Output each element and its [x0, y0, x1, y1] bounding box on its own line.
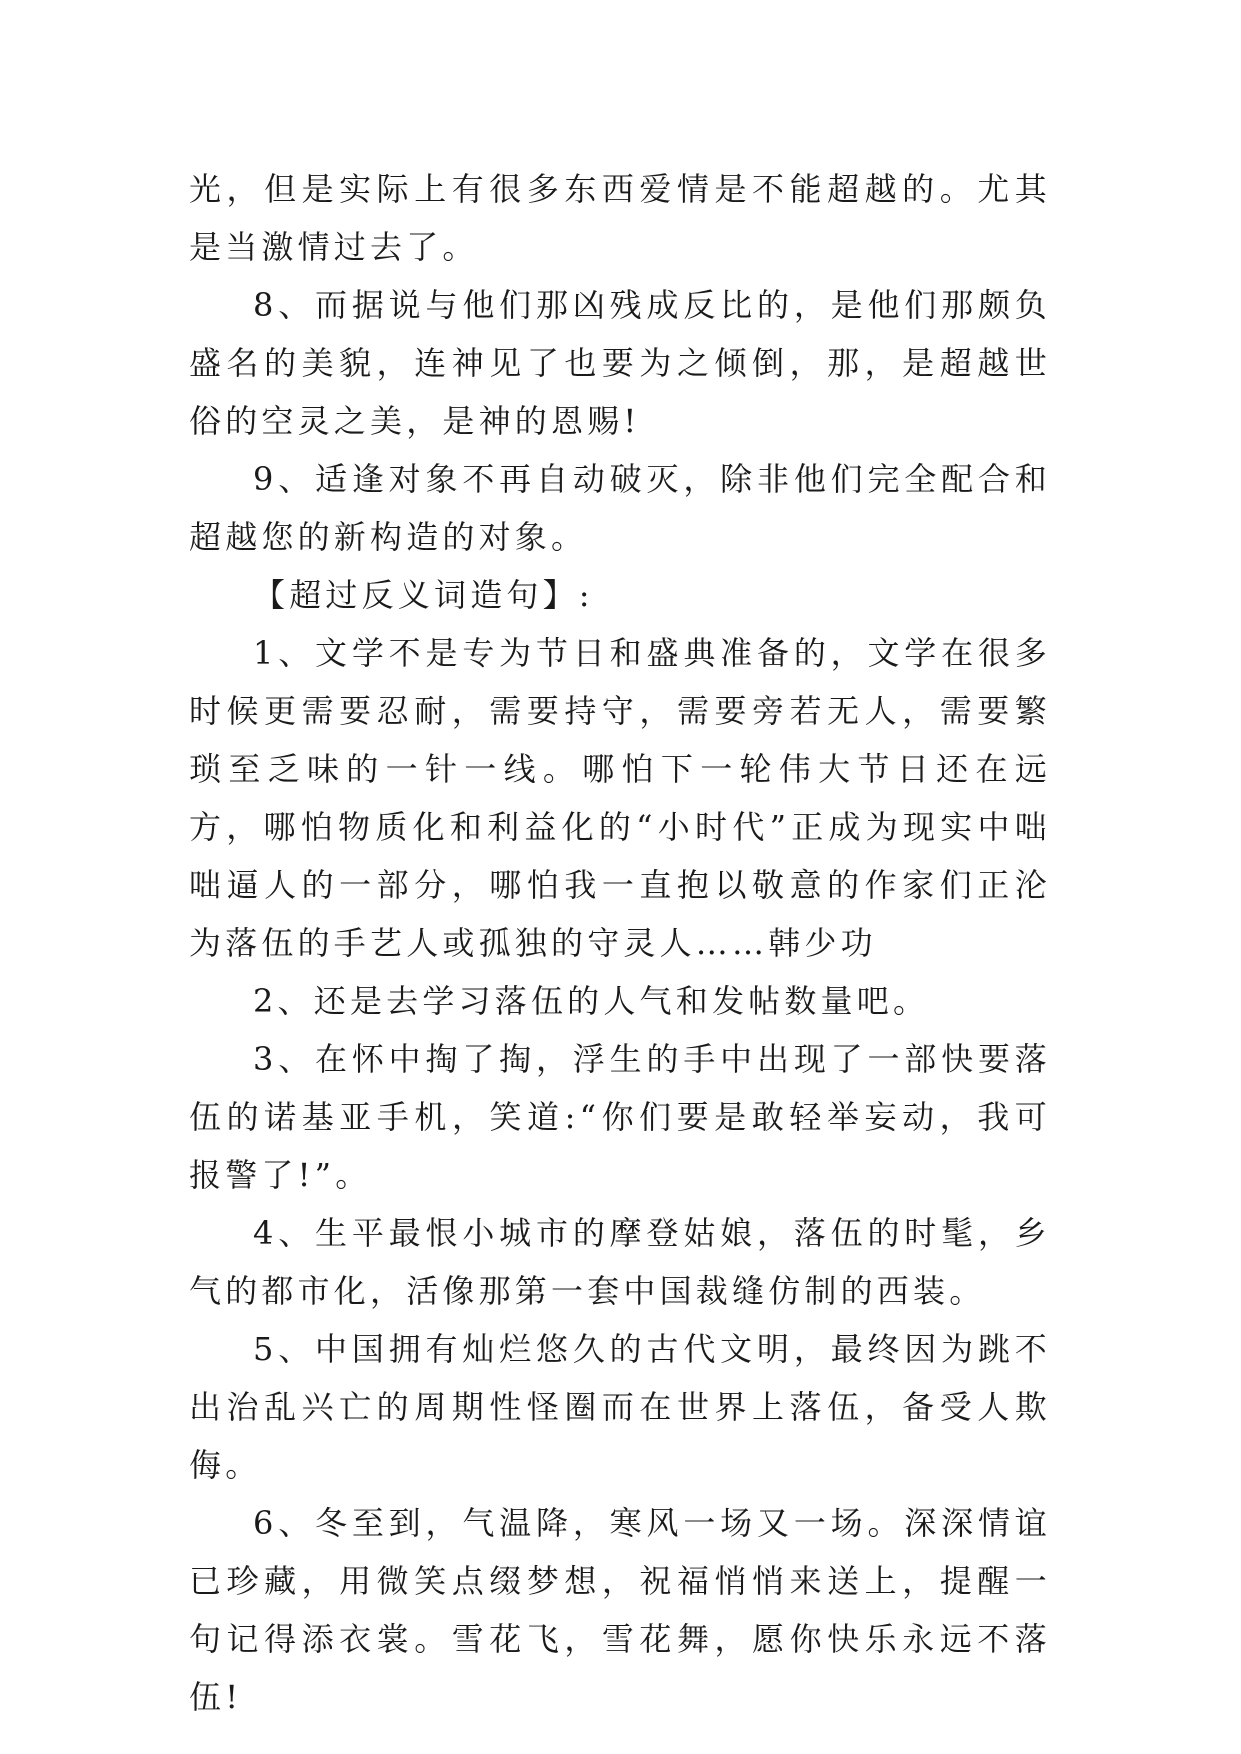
paragraph-item-9: 9、适逢对象不再自动破灭，除非他们完全配合和超越您的新构造的对象。	[189, 460, 1051, 556]
section-heading: 【超过反义词造句】:	[253, 576, 594, 614]
paragraph-item-4: 4、生平最恨小城市的摩登姑娘，落伍的时髦，乡气的都市化，活像那第一套中国裁缝仿制的西装。	[189, 1214, 1051, 1310]
document-page	[189, 160, 1051, 1726]
paragraph-item-5: 5、中国拥有灿烂悠久的古代文明，最终因为跳不出治乱兴亡的周期性怪圈而在世界上落伍，备受人欺侮。	[189, 1330, 1051, 1484]
paragraph-item-2: 2、还是去学习落伍的人气和发帖数量吧。	[253, 982, 930, 1020]
paragraph-item-3: 3、在怀中掏了掏，浮生的手中出现了一部快要落伍的诺基亚手机，笑道:“你们要是敢轻举妄动，我可报警了!”。	[189, 1040, 1051, 1194]
paragraph-item-1: 1、文学不是专为节日和盛典准备的，文学在很多时候更需要忍耐，需要持守，需要旁若无人，需要繁琐至乏味的一针一线。哪怕下一轮伟大节日还在远方，哪怕物质化和利益化的“小时代”正成为现实中咄咄逼人的一部分，哪怕我一直抱以敬意的作家们正沦为落伍的手艺人或孤独的守灵人……韩少功	[189, 634, 1051, 962]
paragraph-continuation: 光，但是实际上有很多东西爱情是不能超越的。尤其是当激情过去了。	[189, 170, 1051, 266]
paragraph-item-8: 8、而据说与他们那凶残成反比的，是他们那颇负盛名的美貌，连神见了也要为之倾倒，那，是超越世俗的空灵之美，是神的恩赐!	[189, 286, 1051, 440]
paragraph-item-6: 6、冬至到，气温降，寒风一场又一场。深深情谊已珍藏，用微笑点缀梦想，祝福悄悄来送上，提醒一句记得添衣裳。雪花飞，雪花舞，愿你快乐永远不落伍!	[189, 1504, 1051, 1716]
